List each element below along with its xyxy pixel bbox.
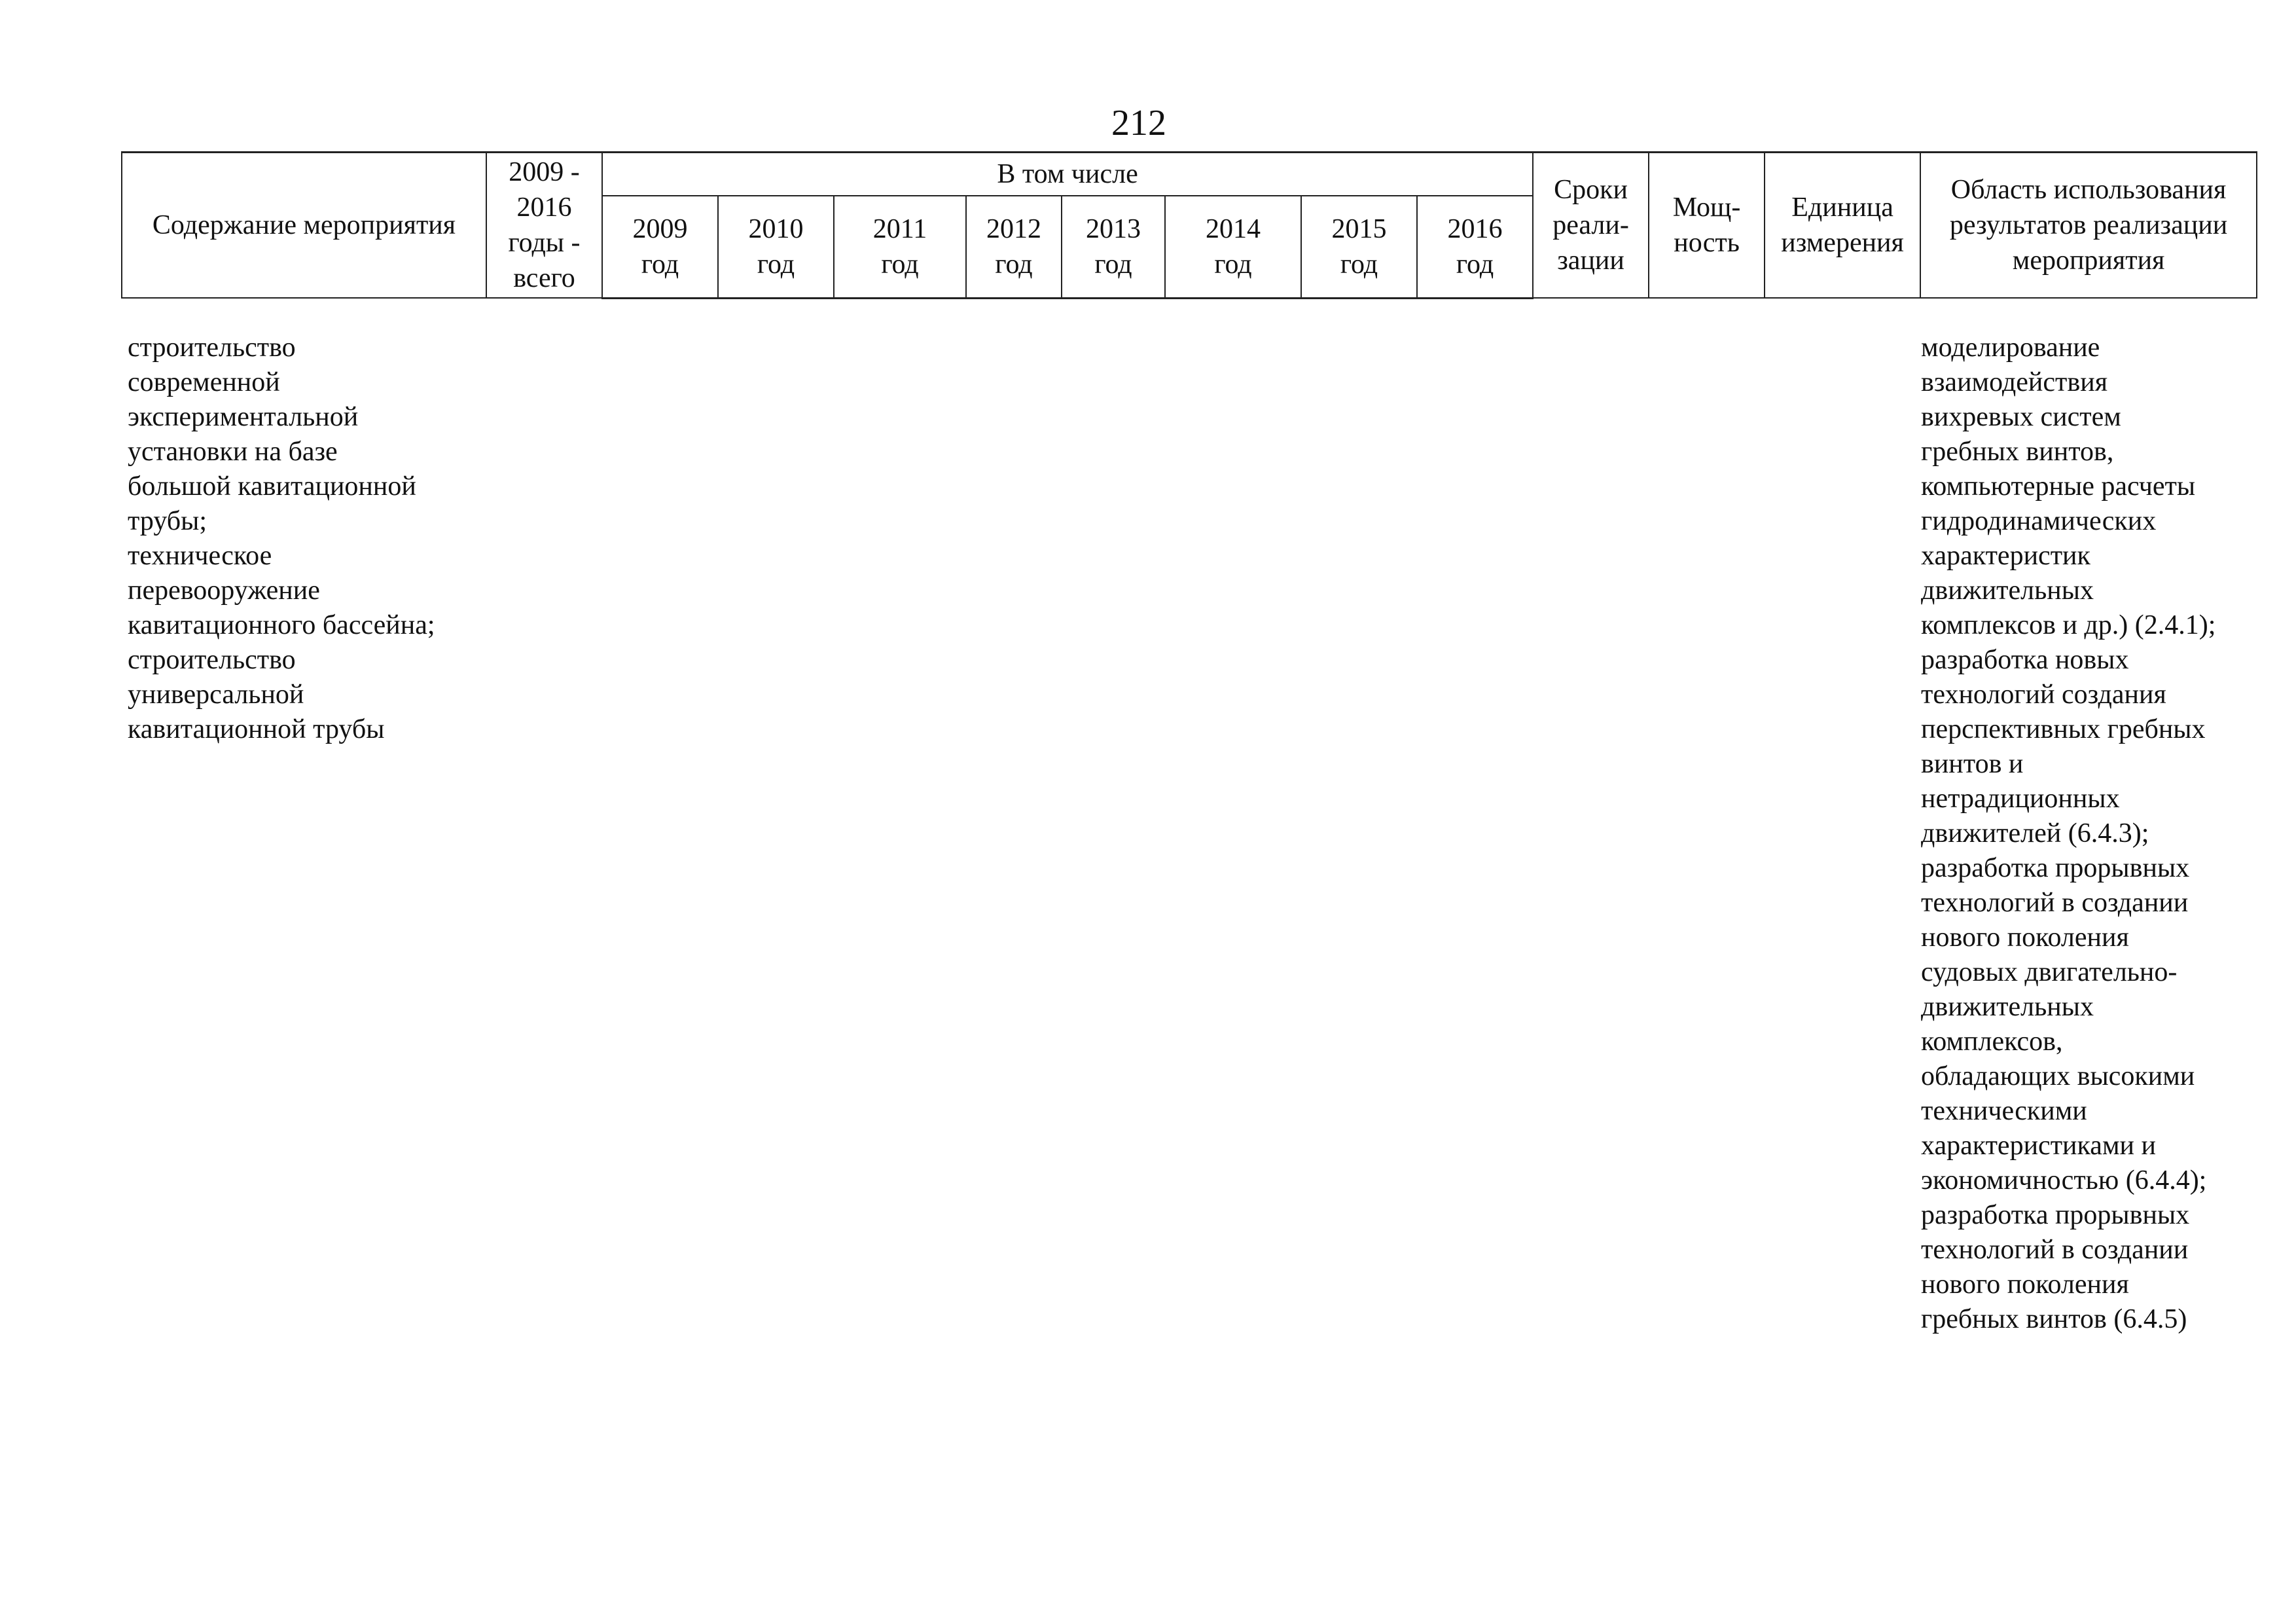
content-line: кавитационного бассейна; xyxy=(128,610,435,640)
header-area-line: результатов реализации xyxy=(1949,210,2228,240)
area-line: гребных винтов, xyxy=(1921,437,2114,467)
header-total-line: 2016 xyxy=(516,192,572,223)
year-unit: год xyxy=(1340,249,1378,280)
area-line: технологий создания xyxy=(1921,680,2166,710)
area-line: характеристиками и xyxy=(1921,1131,2156,1161)
area-line: перспективных гребных xyxy=(1921,714,2206,744)
area-line: винтов и xyxy=(1921,749,2024,779)
area-line: гидродинамических xyxy=(1921,506,2157,536)
content-line: кавитационной трубы xyxy=(128,714,385,744)
area-line: гребных винтов (6.4.5) xyxy=(1921,1304,2187,1334)
area-line: технологий в создании xyxy=(1921,888,2189,918)
header-total-line: годы - xyxy=(508,228,581,258)
year-unit: год xyxy=(995,249,1033,280)
header-year-2013 xyxy=(1062,196,1165,299)
area-line: взаимодействия xyxy=(1921,367,2108,397)
page-number: 212 xyxy=(1111,103,1166,143)
header-area-line: Область использования xyxy=(1950,175,2227,205)
area-line: нового поколения xyxy=(1921,922,2129,953)
area-line: нетрадиционных xyxy=(1921,784,2120,814)
content-line: техническое xyxy=(128,541,272,571)
content-line: современной xyxy=(128,367,280,397)
year-unit: год xyxy=(1094,249,1132,280)
header-terms-line: реали- xyxy=(1552,210,1629,240)
year-unit: год xyxy=(757,249,795,280)
area-line: разработка новых xyxy=(1921,645,2129,675)
header-year-2014 xyxy=(1165,196,1301,299)
table-header xyxy=(121,151,2257,299)
area-line: судовых двигательно- xyxy=(1921,957,2178,987)
header-capacity-line: ность xyxy=(1674,228,1740,258)
year-unit: год xyxy=(881,249,919,280)
header-total xyxy=(486,153,602,299)
header-year-2010 xyxy=(718,196,834,299)
header-area xyxy=(1920,153,2257,299)
area-line: движительных xyxy=(1921,992,2094,1022)
header-capacity xyxy=(1649,153,1765,299)
year-unit: год xyxy=(1456,249,1494,280)
header-unit xyxy=(1765,153,1920,299)
header-area-line: мероприятия xyxy=(2012,246,2165,276)
area-line: техническими xyxy=(1921,1096,2087,1126)
area-line: технологий в создании xyxy=(1921,1235,2189,1265)
area-column xyxy=(1921,331,2215,1337)
area-line: разработка прорывных xyxy=(1921,853,2190,883)
content-line: строительство xyxy=(128,645,296,675)
year-label: 2010 xyxy=(748,213,804,244)
header-unit-line: измерения xyxy=(1781,228,1904,258)
area-line: комплексов и др.) (2.4.1); xyxy=(1921,610,2216,640)
header-year-2015 xyxy=(1301,196,1417,299)
year-label: 2011 xyxy=(872,213,927,244)
content-line: трубы; xyxy=(128,506,207,536)
header-content xyxy=(122,153,486,299)
header-unit-line: Единица xyxy=(1791,192,1893,223)
header-year-2011 xyxy=(834,196,966,299)
content-line: установки на базе xyxy=(128,437,338,467)
header-terms-line: Сроки xyxy=(1554,175,1628,205)
header-including-label: В том числе xyxy=(997,158,1138,189)
area-line: движительных xyxy=(1921,575,2094,606)
area-line: нового поколения xyxy=(1921,1269,2129,1300)
area-line: компьютерные расчеты xyxy=(1921,471,2196,501)
header-year-2009 xyxy=(602,196,718,299)
header-content-label: Содержание мероприятия xyxy=(152,210,456,240)
content-line: строительство xyxy=(128,333,296,363)
header-including xyxy=(602,153,1533,196)
content-line: большой кавитационной xyxy=(128,471,416,501)
content-line: универсальной xyxy=(128,680,304,710)
area-line: моделирование xyxy=(1921,333,2100,363)
header-year-2012 xyxy=(966,196,1062,299)
year-label: 2014 xyxy=(1206,213,1261,244)
area-line: разработка прорывных xyxy=(1921,1200,2190,1230)
area-line: экономичностью (6.4.4); xyxy=(1921,1165,2207,1195)
year-label: 2015 xyxy=(1331,213,1387,244)
area-line: комплексов, xyxy=(1921,1027,2063,1057)
header-total-line: 2009 - xyxy=(509,157,580,187)
year-label: 2009 xyxy=(632,213,688,244)
year-unit: год xyxy=(1214,249,1252,280)
area-line: обладающих высокими xyxy=(1921,1061,2195,1091)
year-label: 2012 xyxy=(986,213,1041,244)
area-line: характеристик xyxy=(1921,541,2090,571)
header-terms xyxy=(1533,153,1649,299)
header-total-line: всего xyxy=(513,263,575,293)
content-line: экспериментальной xyxy=(128,402,359,432)
header-capacity-line: Мощ- xyxy=(1672,192,1741,223)
header-year-2016 xyxy=(1417,196,1533,299)
area-line: вихревых систем xyxy=(1921,402,2121,432)
year-label: 2016 xyxy=(1447,213,1503,244)
area-line: движителей (6.4.3); xyxy=(1921,818,2149,848)
content-column xyxy=(128,331,435,747)
year-label: 2013 xyxy=(1086,213,1141,244)
header-terms-line: зации xyxy=(1557,246,1624,276)
year-unit: год xyxy=(641,249,679,280)
content-line: перевооружение xyxy=(128,575,320,606)
